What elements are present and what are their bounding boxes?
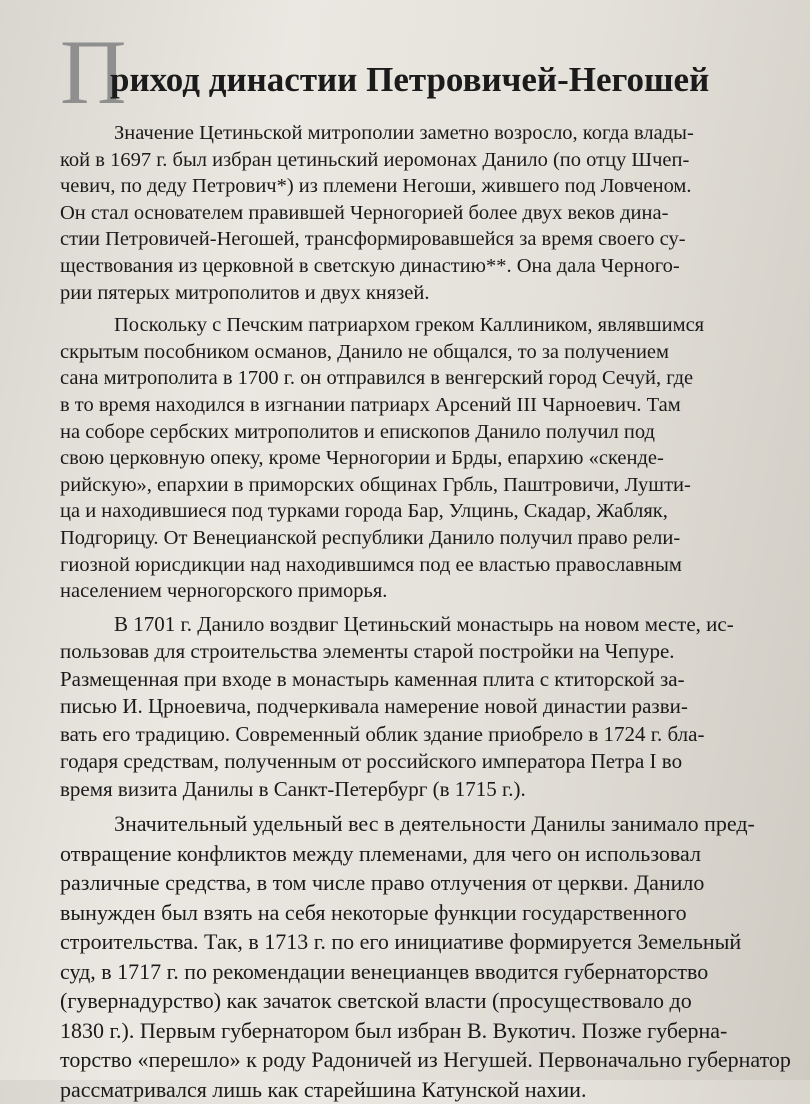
text-line: скрытым пособником османов, Данило не общался, то за получением	[60, 340, 669, 363]
drop-cap-letter: П	[60, 21, 127, 123]
text-line: в то время находился в изгнании патриарх Арсений III Чарноевич. Там	[60, 393, 681, 416]
text-line: 1830 г.). Первым губернатором был избран В. Вукотич. Позже губерна-	[60, 1017, 728, 1043]
text-line: ца и находившиеся под турками города Бар, Улцинь, Скадар, Жабляк,	[60, 500, 668, 523]
paragraph-4	[60, 809, 808, 1104]
text-line: рассматривался лишь как старейшина Катунской нахии.	[60, 1076, 587, 1102]
text-line: вынужден был взять на себя некоторые функции государственного	[60, 899, 687, 925]
text-line: Он стал основателем правившей Черногорией более двух веков дина-	[60, 201, 669, 224]
text-line: Поскольку с Печским патриархом греком Каллиником, являвшимся	[114, 314, 705, 337]
text-line: ществования из церковной в светскую династию**. Она дала Черного-	[60, 254, 680, 277]
text-line: Значение Цетиньской митрополии заметно возросло, когда влады-	[114, 122, 694, 144]
chapter-title: риход династии Петровичей-Негошей	[110, 60, 710, 99]
text-line: Подгорицу. От Венецианской республики Данило получил право рели-	[60, 526, 681, 549]
body-text	[60, 120, 808, 1104]
text-line: кой в 1697 г. был избран цетиньский иеромонах Данило (по отцу Шчеп-	[60, 148, 690, 171]
text-line: строительства. Так, в 1713 г. по его инициативе формируется Земельный	[60, 929, 742, 955]
paragraph-3	[60, 611, 808, 804]
text-line: рийскую», епархии в приморских общинах Грбль, Паштровичи, Лушти-	[60, 473, 691, 496]
text-line: сана митрополита в 1700 г. он отправился в венгерский город Сечуй, где	[60, 367, 694, 390]
text-line: свою церковную опеку, кроме Черногории и Брды, епархию «скенде-	[60, 447, 664, 470]
text-line: вать его традицию. Современный облик здание приобрело в 1724 г. бла-	[60, 721, 705, 746]
text-line: Размещенная при входе в монастырь каменная плита с ктиторской за-	[60, 666, 685, 691]
text-line: писью И. Црноевича, подчеркивала намерение новой династии разви-	[60, 694, 688, 719]
paragraph-1	[60, 120, 808, 306]
text-line: рии пятерых митрополитов и двух князей.	[60, 281, 430, 304]
text-line: торство «перешло» к роду Радоничей из Негушей. Первоначально губернатор	[60, 1047, 791, 1073]
text-line: населением черногорского приморья.	[60, 580, 388, 603]
text-line: Значительный удельный вес в деятельности Данилы занимало пред-	[114, 811, 755, 837]
text-line: время визита Данилы в Санкт-Петербург (в 1715 г.).	[60, 776, 526, 801]
text-line: гиозной юрисдикции над находившимся под ее властью православным	[60, 553, 682, 576]
text-line: различные средства, в том числе право отлучения от церкви. Данило	[60, 870, 705, 896]
text-line: суд, в 1717 г. по рекомендации венецианцев вводится губернаторство	[60, 958, 709, 984]
text-line: В 1701 г. Данило воздвиг Цетиньский монастырь на новом месте, ис-	[114, 611, 734, 636]
text-line: годаря средствам, полученным от российского императора Петра I во	[60, 749, 683, 774]
text-line: чевич, по деду Петрович*) из племени Негоши, жившего под Ловченом.	[60, 175, 692, 198]
chapter-heading	[60, 21, 800, 123]
text-line: на соборе сербских митрополитов и епископов Данило получил под	[60, 420, 655, 443]
paragraph-2	[60, 312, 808, 605]
text-line: (гувернадурство) как зачаток светской власти (просуществовало до	[60, 988, 692, 1014]
text-line: стии Петровичей-Негошей, трансформировавшейся за время своего су-	[60, 228, 686, 251]
text-line: отвращение конфликтов между племенами, для чего он использовал	[60, 840, 701, 866]
text-line: пользовав для строительства элементы старой постройки на Чепуре.	[60, 639, 675, 664]
